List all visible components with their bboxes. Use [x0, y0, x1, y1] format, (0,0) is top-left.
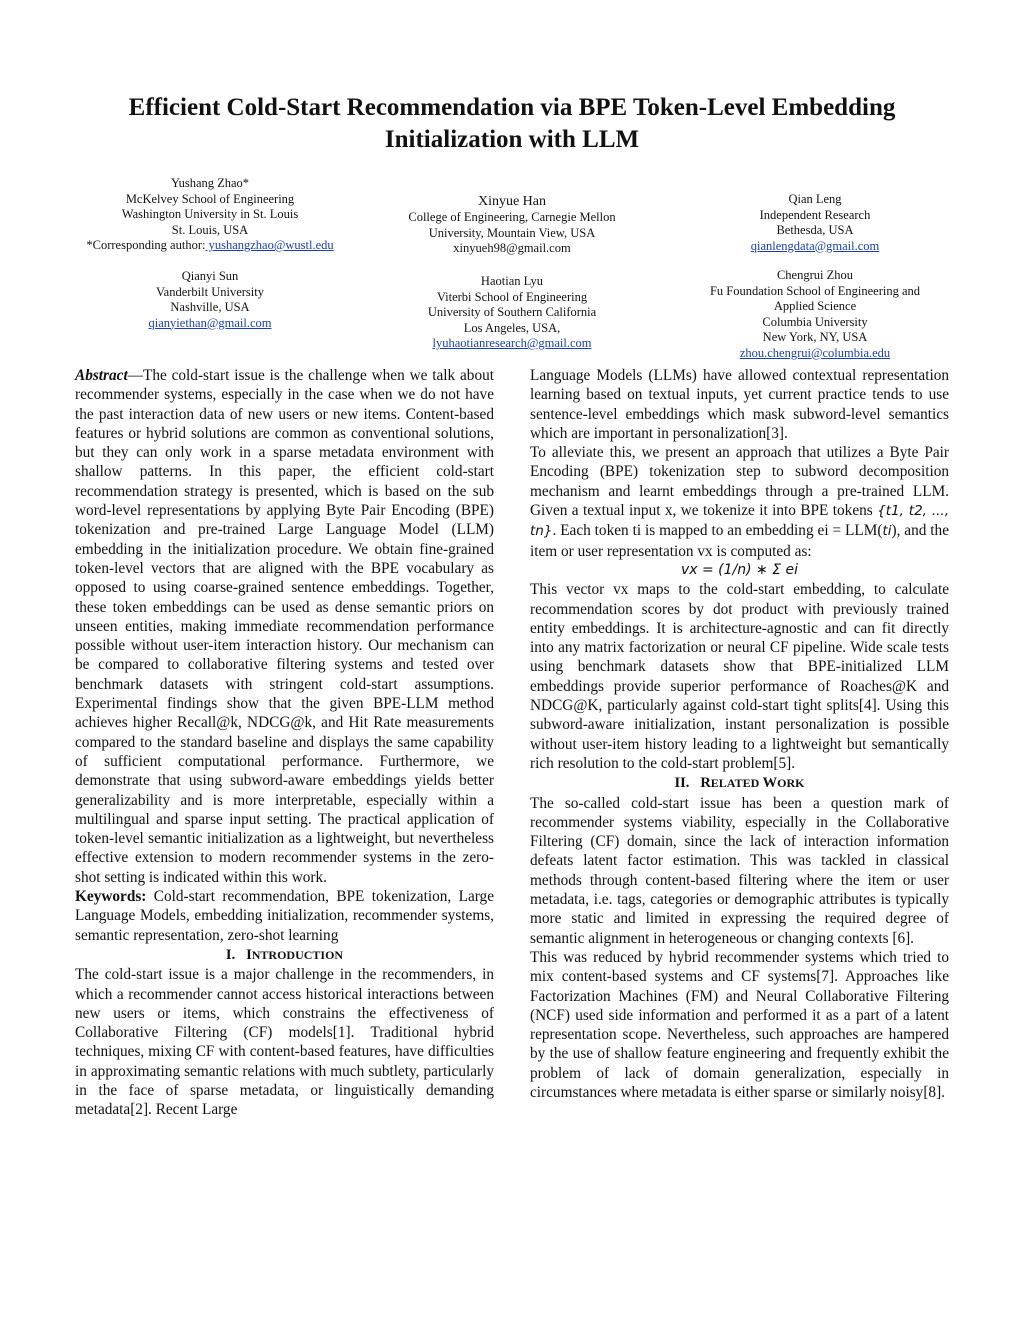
section-heading-related-work [530, 774, 949, 793]
author-location: St. Louis, USA [171, 222, 249, 237]
corresponding-author-label: *Corresponding author: [86, 238, 206, 252]
section-number: II. [674, 775, 690, 792]
author-location: Bethesda, USA [776, 223, 854, 237]
corresponding-author-line [60, 238, 360, 254]
abstract-label: Abstract [75, 367, 128, 384]
text-run: ), and the item or user representation vx is computed as: [530, 522, 949, 560]
equation: vx = (1/n) ∗ Σ ei [680, 561, 799, 578]
related-work-paragraph: This was reduced by hybrid recommender systems which tried to mix content-based systems and CF systems[7]. Approaches like Factorization Machines (FM) and Neural Collaborative Filtering (NCF) used side information and performed it as a part of a latent representation scope. Nevertheless, such approaches are hampered by the use of shallow feature engineering and frequently exhibit the problem of lack of domain generalization, especially in circumstances where metadata is either sparse or similarly noisy[8]. [530, 948, 949, 1101]
author-affiliation: Applied Science [773, 299, 857, 313]
token-set-math: {t1, t2, ..., tn} [530, 503, 949, 540]
author-card [60, 269, 360, 331]
author-email: xinyueh98@gmail.com [453, 241, 571, 255]
author-card [690, 192, 940, 254]
keywords [75, 887, 494, 945]
author-card [60, 176, 360, 254]
intro-paragraph [530, 443, 949, 561]
paper-title: Efficient Cold-Start Recommendation via BPE Token-Level Embedding Initialization with LLM [128, 94, 896, 153]
intro-paragraph-continued: Language Models (LLMs) have allowed contextual representation learning based on textual inputs, yet current practice tends to use sentence-level embeddings which mask subword-level semantics which are important in personalization[3]. [530, 367, 949, 442]
author-affiliation: Washington University in St. Louis [121, 207, 299, 221]
keywords-text: Cold-start recommendation, BPE tokenization, Large Language Models, embedding initialization, recommender systems, semantic representation, zero-shot learning [75, 888, 494, 944]
author-affiliation: University, Mountain View, USA [428, 225, 596, 240]
section-title-rest: ELATED [710, 776, 760, 791]
author-card [382, 274, 642, 352]
abstract-text: —The cold-start issue is the challenge when we talk about recommender systems, especially in the case when we do not have the past interaction data of new users or new items. Content-based features or hybrid solutions are common as conventional solutions, but they can only work in a sparse metadata environment with shallow patterns. In this paper, the efficient cold-start recommendation strategy is presented, which is based on the sub word-level representations by applying Byte Pair Encoding (BPE) tokenization and pre-trained Large Language Model (LLM) embedding in the initialization procedure. We obtain fine-grained token-level vectors that are aligned with the BPE vocabulary as opposed to using coarse-grained sentence embeddings. Together, these token embeddings can be used as dense semantic priors on unseen entities, making immediate recommendation performance possible without user-item interaction history. Our mechanism can be compared to collaborative filtering systems and tested over benchmark datasets with stringent cold-start assumptions. Experimental findings show that the given BPE-LLM method achieves higher Recall@k, NDCG@k, and Hit Rate measurements compared to the standard baseline and displays the same capability of sufficient computational performance. Furthermore, we demonstrate that using subword-aware embeddings yields better generalizability and is more interpretable, especially within a multilingual and sparse input setting. The practical application of token-level semantic initialization as a lightweight, but nevertheless effective extension to modern recommender systems in the zero-shot setting is indicated within this work. [75, 367, 494, 886]
section-number: I. [225, 946, 236, 963]
keywords-label: Keywords: [75, 888, 147, 906]
text-run: To alleviate this, we present an approach that utilizes a Byte Pair Encoding (BPE) tokenization step to subword decomposition mechanism and learnt embeddings through a pre-trained LLM. Given a textual input x, we tokenize it into BPE tokens [530, 444, 949, 520]
author-name: Xinyue Han [477, 194, 547, 209]
author-affiliation: Independent Research [759, 207, 871, 222]
token-math: ti [882, 523, 892, 540]
author-affiliation: University of Southern California [427, 305, 597, 319]
author-name: Haotian Lyu [480, 274, 544, 288]
author-card [690, 268, 940, 361]
abstract [75, 366, 494, 887]
author-email-link[interactable]: lyuhaotianresearch@gmail.com [432, 336, 592, 350]
author-affiliation: College of Engineering, Carnegie Mellon [408, 210, 616, 224]
author-affiliation: Columbia University [762, 314, 868, 329]
author-affiliation: Vanderbilt University [156, 284, 264, 299]
author-location: New York, NY, USA [762, 330, 868, 344]
right-column [530, 366, 949, 1102]
author-affiliation: McKelvey School of Engineering [125, 191, 295, 206]
intro-paragraph: This vector vx maps to the cold-start embedding, to calculate recommendation scores by dot product with previously trained entity embeddings. It is architecture-agnostic and can fit directly into any matrix factorization or neural CF pipeline. Wide scale tests using benchmark datasets show that BPE-initialized LLM embeddings provide superior performance of Roaches@K and NDCG@K, particularly against cold-start tight splits[4]. Using this subword-aware initialization, instant personalization is possible without user-item history leading to a lightweight but semantically rich resolution to the cold-start problem[5]. [530, 581, 949, 772]
author-email-link[interactable]: zhou.chengrui@columbia.edu [739, 345, 891, 360]
section-title-initial: W [762, 775, 778, 792]
author-email-link[interactable]: qianlengdata@gmail.com [750, 238, 880, 253]
section-title-rest: ORK [777, 776, 805, 791]
author-name: Chengrui Zhou [776, 268, 854, 282]
author-email-link[interactable]: qianyiethan@gmail.com [148, 315, 272, 330]
author-card [382, 193, 642, 257]
author-email-link[interactable]: yushangzhao@wustl.edu [205, 238, 334, 252]
author-location: Nashville, USA [170, 300, 250, 314]
intro-paragraph: The cold-start issue is a major challenge in the recommenders, in which a recommender cannot access historical interactions between new users or items, which constrains the effectiveness of Collaborative Filtering (CF) models[1]. Traditional hybrid techniques, mixing CF with content-based features, have difficulties in approximating semantic relations with much subtlety, particularly in the face of sparse metadata, or linguistically demanding metadata[2]. Recent Large [75, 966, 494, 1119]
author-affiliation: Viterbi School of Engineering [436, 289, 588, 304]
author-location: Los Angeles, USA, [463, 320, 561, 335]
author-name: Yushang Zhao* [170, 176, 250, 190]
related-work-paragraph: The so-called cold-start issue has been a question mark of recommender systems viability, especially in the Collaborative Filtering (CF) domain, since the lack of interaction information defeats latent factor estimation. This was tackled in classical methods through content-based filtering where the item or user metadata, i.e. tags, categories or demographic attributes is typically more static and limited in expressing the required degree of semantic alignment in heterogeneous or changing contexts [6]. [530, 794, 949, 947]
author-name: Qianyi Sun [181, 269, 239, 283]
author-name: Qian Leng [788, 192, 842, 206]
section-title-initial: R [700, 775, 711, 792]
author-affiliation: Fu Foundation School of Engineering and [709, 283, 921, 298]
section-title-rest: NTRODUCTION [251, 947, 344, 962]
section-title-initial: I [246, 946, 252, 963]
left-column [75, 366, 494, 1120]
section-heading-introduction [75, 946, 494, 965]
text-run: . Each token ti is mapped to an embedding ei = LLM( [552, 522, 883, 540]
